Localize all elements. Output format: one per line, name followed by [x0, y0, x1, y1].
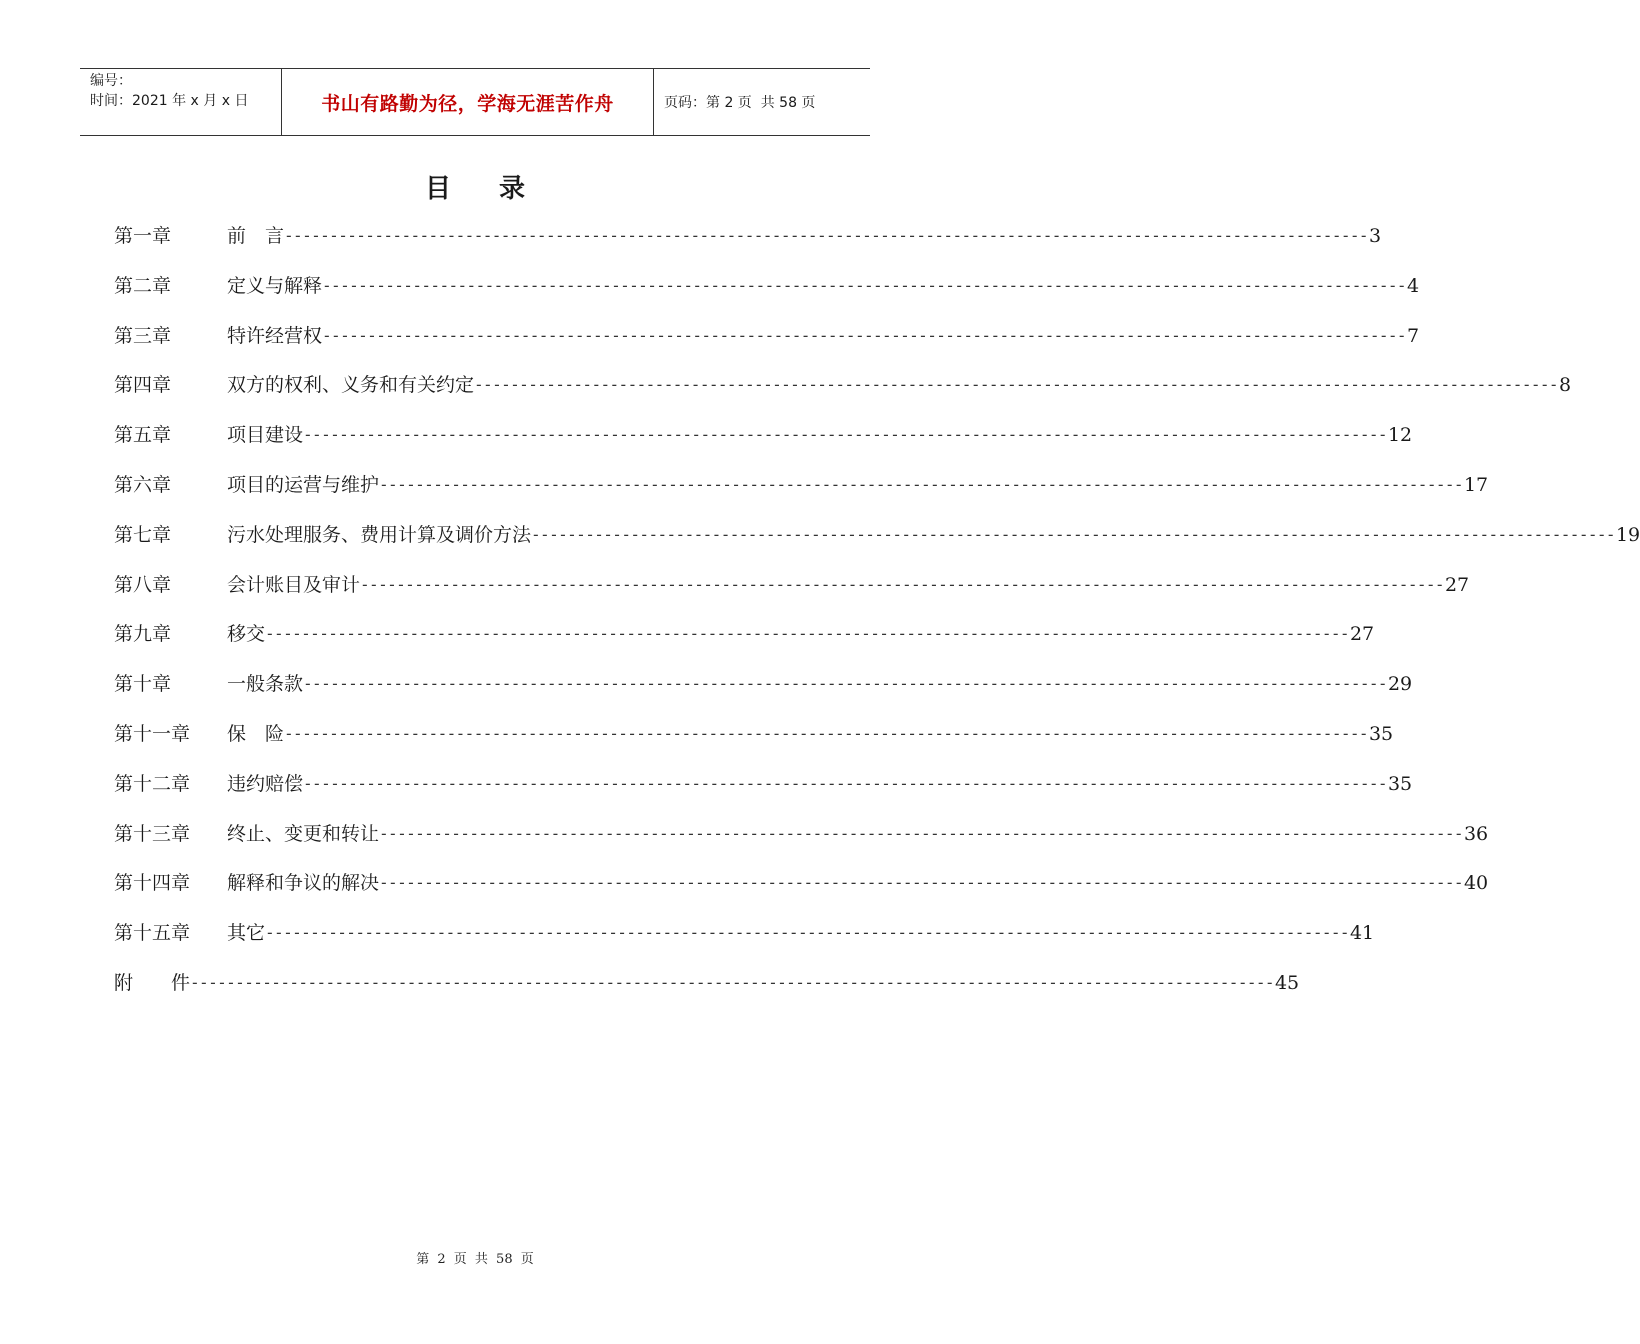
toc-chapter-title: 项目建设 — [227, 424, 304, 447]
toc-entry[interactable] — [114, 222, 1382, 272]
toc-page-number: 12 — [1387, 424, 1413, 447]
toc-entry[interactable] — [114, 919, 1375, 969]
toc-entry[interactable] — [114, 770, 1413, 820]
toc-chapter-title: 会计账目及审计 — [227, 573, 361, 596]
toc-chapter-label: 第九章 — [114, 623, 172, 646]
toc-chapter-title: 定义与解释 — [227, 274, 323, 297]
toc-chapter-title: 双方的权利、义务和有关约定 — [227, 374, 475, 397]
toc-chapter-label: 第二章 — [114, 274, 172, 297]
document-date: 时间：2021 年 x 月 x 日 — [90, 93, 249, 109]
toc-page-number: 7 — [1406, 324, 1420, 347]
toc-entry[interactable] — [114, 471, 1489, 521]
toc-entry[interactable] — [114, 521, 1640, 571]
toc-chapter-label: 第一章 — [114, 225, 172, 247]
toc-leader-dashes: ------------------------------------------------------------------------------------------------------------------------ — [531, 524, 1615, 544]
toc-chapter-title: 终止、变更和转让 — [227, 822, 380, 845]
toc-chapter-title: 解释和争议的解决 — [227, 872, 380, 895]
toc-chapter-title: 保 险 — [227, 722, 285, 745]
toc-entry[interactable] — [114, 869, 1489, 919]
toc-chapter-label: 第七章 — [114, 523, 172, 546]
toc-page-number: 29 — [1387, 673, 1413, 696]
toc-page-number: 36 — [1463, 822, 1489, 845]
toc-leader-dashes: ------------------------------------------------------------------------------------------------------------------------ — [303, 674, 1387, 694]
toc-leader-dashes: ------------------------------------------------------------------------------------------------------------------------ — [322, 275, 1406, 295]
toc-entry[interactable] — [114, 571, 1470, 621]
toc-chapter-label: 第十二章 — [114, 772, 191, 795]
toc-chapter-label: 第四章 — [114, 374, 172, 397]
toc-entry[interactable] — [114, 969, 1300, 1019]
toc-chapter-label: 第六章 — [114, 473, 172, 496]
toc-page-number: 27 — [1444, 573, 1470, 596]
toc-leader-dashes: ------------------------------------------------------------------------------------------------------------------------ — [379, 873, 1463, 893]
toc-chapter-title: 污水处理服务、费用计算及调价方法 — [227, 523, 532, 546]
toc-leader-dashes: ------------------------------------------------------------------------------------------------------------------------ — [265, 923, 1349, 943]
toc-chapter-label: 第十章 — [114, 673, 172, 696]
toc-chapter-title: 一般条款 — [227, 673, 304, 696]
toc-chapter-title: 其它 — [227, 922, 266, 945]
toc-leader-dashes: ------------------------------------------------------------------------------------------------------------------------ — [284, 226, 1368, 245]
page-info-text: 页码：第 2 页 共 58 页 — [664, 95, 816, 111]
toc-page-number: 45 — [1274, 971, 1300, 994]
toc-page-number: 19 — [1615, 523, 1640, 546]
toc-leader-dashes: ------------------------------------------------------------------------------------------------------------------------ — [303, 773, 1387, 793]
toc-entry[interactable] — [114, 620, 1375, 670]
toc-entry[interactable] — [114, 272, 1420, 322]
toc-chapter-title: 违约赔偿 — [227, 772, 304, 795]
toc-page-number: 35 — [1368, 722, 1394, 745]
toc-chapter-label: 第八章 — [114, 573, 172, 596]
toc-chapter-label: 第十三章 — [114, 822, 191, 845]
toc-leader-dashes: ------------------------------------------------------------------------------------------------------------------------ — [303, 425, 1387, 445]
toc-page-number: 41 — [1349, 922, 1375, 945]
page-footer: 第 2 页 共 58 页 — [416, 1252, 534, 1267]
toc-page-number: 35 — [1387, 772, 1413, 795]
toc-leader-dashes: ------------------------------------------------------------------------------------------------------------------------ — [322, 325, 1406, 345]
toc-chapter-title: 项目的运营与维护 — [227, 473, 380, 496]
header-meta — [80, 69, 282, 135]
toc-chapter-label: 第三章 — [114, 324, 172, 347]
toc-entry[interactable] — [114, 820, 1489, 870]
toc-chapter-label: 第十五章 — [114, 922, 191, 945]
toc-leader-dashes: ------------------------------------------------------------------------------------------------------------------------ — [379, 823, 1463, 843]
document-number-label: 编号： — [90, 73, 132, 89]
toc-page-number: 4 — [1406, 274, 1420, 297]
document-header — [80, 68, 870, 136]
toc-chapter-label: 第五章 — [114, 424, 172, 447]
toc-chapter-title: 前 言 — [227, 225, 285, 247]
toc-chapter-label: 第十四章 — [114, 872, 191, 895]
toc-chapter-title: 移交 — [227, 623, 266, 646]
toc-entry[interactable] — [114, 720, 1394, 770]
toc-title: 目录 — [424, 174, 573, 204]
toc-chapter-label: 附 件 — [114, 971, 191, 994]
toc-leader-dashes: ------------------------------------------------------------------------------------------------------------------------ — [474, 375, 1558, 395]
toc-page-number: 3 — [1368, 225, 1382, 247]
toc-leader-dashes: ------------------------------------------------------------------------------------------------------------------------ — [190, 972, 1274, 992]
toc-page-number: 27 — [1349, 623, 1375, 646]
toc-chapter-label: 第十一章 — [114, 722, 191, 745]
toc-page-number: 8 — [1558, 374, 1572, 397]
toc-entry[interactable] — [114, 322, 1420, 372]
toc-entry[interactable] — [114, 371, 1572, 421]
toc-leader-dashes: ------------------------------------------------------------------------------------------------------------------------ — [379, 474, 1463, 494]
toc-entry[interactable] — [114, 421, 1413, 471]
toc-entry[interactable] — [114, 670, 1413, 720]
toc-leader-dashes: ------------------------------------------------------------------------------------------------------------------------ — [265, 624, 1349, 644]
toc-chapter-title: 特许经营权 — [227, 324, 323, 347]
toc-page-number: 40 — [1463, 872, 1489, 895]
toc-leader-dashes: ------------------------------------------------------------------------------------------------------------------------ — [360, 574, 1444, 594]
toc-leader-dashes: ------------------------------------------------------------------------------------------------------------------------ — [284, 723, 1368, 743]
table-of-contents — [114, 222, 1640, 1019]
header-page-info — [654, 69, 870, 135]
toc-page-number: 17 — [1463, 473, 1489, 496]
header-motto: 书山有路勤为径，学海无涯苦作舟 — [282, 69, 654, 135]
